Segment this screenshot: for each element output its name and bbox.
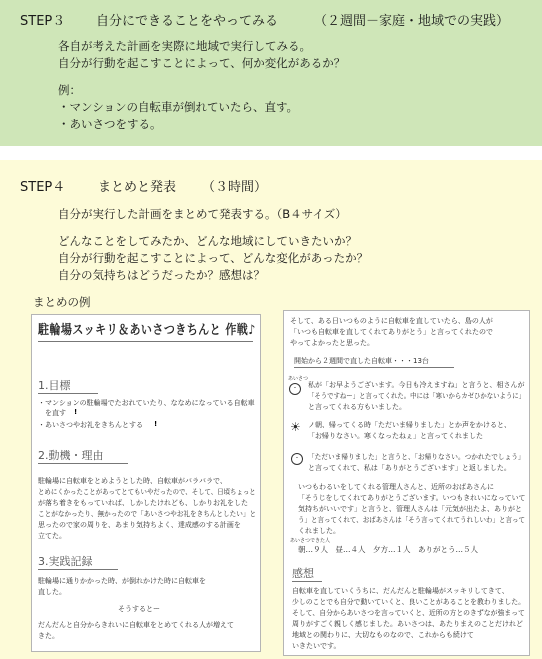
step4-line: 自分が行動を起こすことによって、どんな変化があったか？ [58,251,369,265]
summary-sheet-left [31,314,261,652]
goal-line: を直す [38,409,66,417]
thanks-line: くれました。 [298,527,340,535]
greet-line: と言ってくれる方もいました。 [308,403,406,411]
step3-example: ・あいさつをする。 [58,117,162,131]
motive-line: が落ち着きをもっていれば、しかしたけれども、しかりお礼をした [38,499,248,507]
intro-line: やってよかったと思った。 [290,339,374,347]
goal-line: ・マンションの駐輪場でたおれていたり、ななめになっている自転車 [38,399,255,407]
greet-line: 「そうですねー」と言ってくれた。中には「寒いからカゼひかないように」 [308,392,526,400]
impression-heading: 感想 [292,567,314,580]
step3-number: STEP３ [20,14,66,29]
step3-line: 各自が考えた計画を実際に地域で実行してみる。 [58,39,311,53]
impression-line: 自転車を直していくうちに、だんだんと駐輪場がスッキリしてきて、 [292,587,509,595]
sun-icon: ☀ [290,420,301,434]
smile-line: 「ただいま帰りました」と言うと、「お帰りなさい。つかれたでしょう」 [308,453,525,461]
sheet-title: 駐輪場スッキリ＆あいさつきちんと 作戦♪ [38,323,256,338]
motive-line: 立てた。 [38,532,66,540]
goal-heading: 1.目標 [38,379,71,392]
thanks-line: いつもわるいをしてくれる管理人さんと、近所のおばあさんに [298,483,494,491]
impression-line: 少しのことでも自分で動いていくと、良いことがあることを教わりました。 [292,598,526,606]
step4-number: STEP４ [20,180,66,195]
summary-example-label: まとめの例 [33,295,91,309]
sun-line: ノ朝、帰ってくる時「ただいま帰りました」とか声をかけると、 [308,421,511,429]
step4-section [0,160,542,659]
step4-line: 自分が実行した計画をまとめて発表する。（B４サイズ） [58,207,347,221]
record-line: きた。 [38,632,59,640]
step4-body [58,206,368,284]
greet-label: あいさつ [288,376,309,382]
step3-example-label: 例： [58,83,81,97]
step3-section [0,0,542,146]
step4-title [20,176,267,195]
motive-line: 思ったので家の周りを、あまり気持ちよく、達成感のする計画を [38,521,241,529]
record-line: 直した。 [38,588,66,596]
people-count: 朝…９人 昼…４人 夕方…１人 ありがとう…５人 [298,545,478,554]
sun-line: 「お帰りなさい。寒くなったねぇ」と言ってくれました [308,432,483,440]
smile-line: と言ってくれて、私は「ありがとうございます」と返しました。 [308,464,511,472]
step4-line: どんなことをしてみたか、どんな地域にしていきたいか？ [58,234,357,248]
intro-line: そして、ある日いつものように自転車を直していたら、島の人が [290,317,493,325]
step3-line: 自分が行動を起こすことによって、何か変化があるか？ [58,56,346,70]
step3-body [58,38,345,133]
record-heading: 3.実践記録 [38,555,93,568]
impression-line: そして、自分からあいさつを言っていくと、近所の方とのきずなが強まって [292,609,525,617]
impression-line: いきたいです。 [292,642,341,650]
step3-title [20,10,509,29]
impression-line: 地域との関わりに、大切なものなので、これからも続けて [292,631,474,639]
step3-period: （２週間－家庭・地域での実践） [314,14,510,29]
smile-face-icon: ᵕ [291,453,303,465]
people-label: あいさつできた人 [290,538,331,544]
record-note: そうするとー [118,605,160,613]
intro-line: 「いつも自転車を直してくれてありがとう」と言ってくれたので [290,328,493,336]
exclamation-icon: ! [74,408,78,416]
step3-example: ・マンションの自転車が倒れていたら、直す。 [58,100,299,114]
motive-line: ことがなかったり、無かったので「あいさつやお礼をきちんとしたい」と [38,510,257,518]
motive-line: とめにくかったことがあってとてもいやだったので、そして、日頃ちょっと [38,488,256,496]
goal-line: ・あいさつやお礼をきちんとする [38,421,143,429]
count-line: 開始から２週間で直した自転車・・・13台 [294,357,429,365]
impression-line: 周りがすごく親しく感じました。あいさつは、あたりまえのことだけれど [292,620,523,628]
step4-line: 自分の気持ちはどうだったか？感想は？ [58,268,265,282]
thanks-line: 気持ちがいいです」と言うと、管理人さんは「元気が出たよ、ありがと [298,505,522,513]
exclamation-icon: ! [154,420,158,428]
thanks-line: う」と言ってくれて、おばあさんは「そう言ってくれてうれしいわ」と言って [298,516,525,524]
motive-heading: 2.動機・理由 [38,449,104,462]
record-line: 駐輪場に通りかかった時、が倒れかけた時に自転車を [38,577,206,585]
summary-sheet-right [283,310,530,656]
thanks-line: 「そうじをしてくれてありがとうございます。いつもきれいになっていて [298,494,526,502]
step3-name: 自分にできることをやってみる [96,14,279,29]
step4-period: （３時間） [202,180,268,195]
smile-face-icon: ᵕ [289,383,301,395]
record-line: だんだんと自分からきれいに自転車をとめてくれる人が増えて [38,621,234,629]
step4-name: まとめと発表 [98,180,177,195]
motive-line: 駐輪場に自転車をとめようとした時、自転車がバラバラで、 [38,477,227,485]
greet-line: 私が「お早ようございます。今日も冷えますね」と言うと、相さんが [308,381,525,389]
